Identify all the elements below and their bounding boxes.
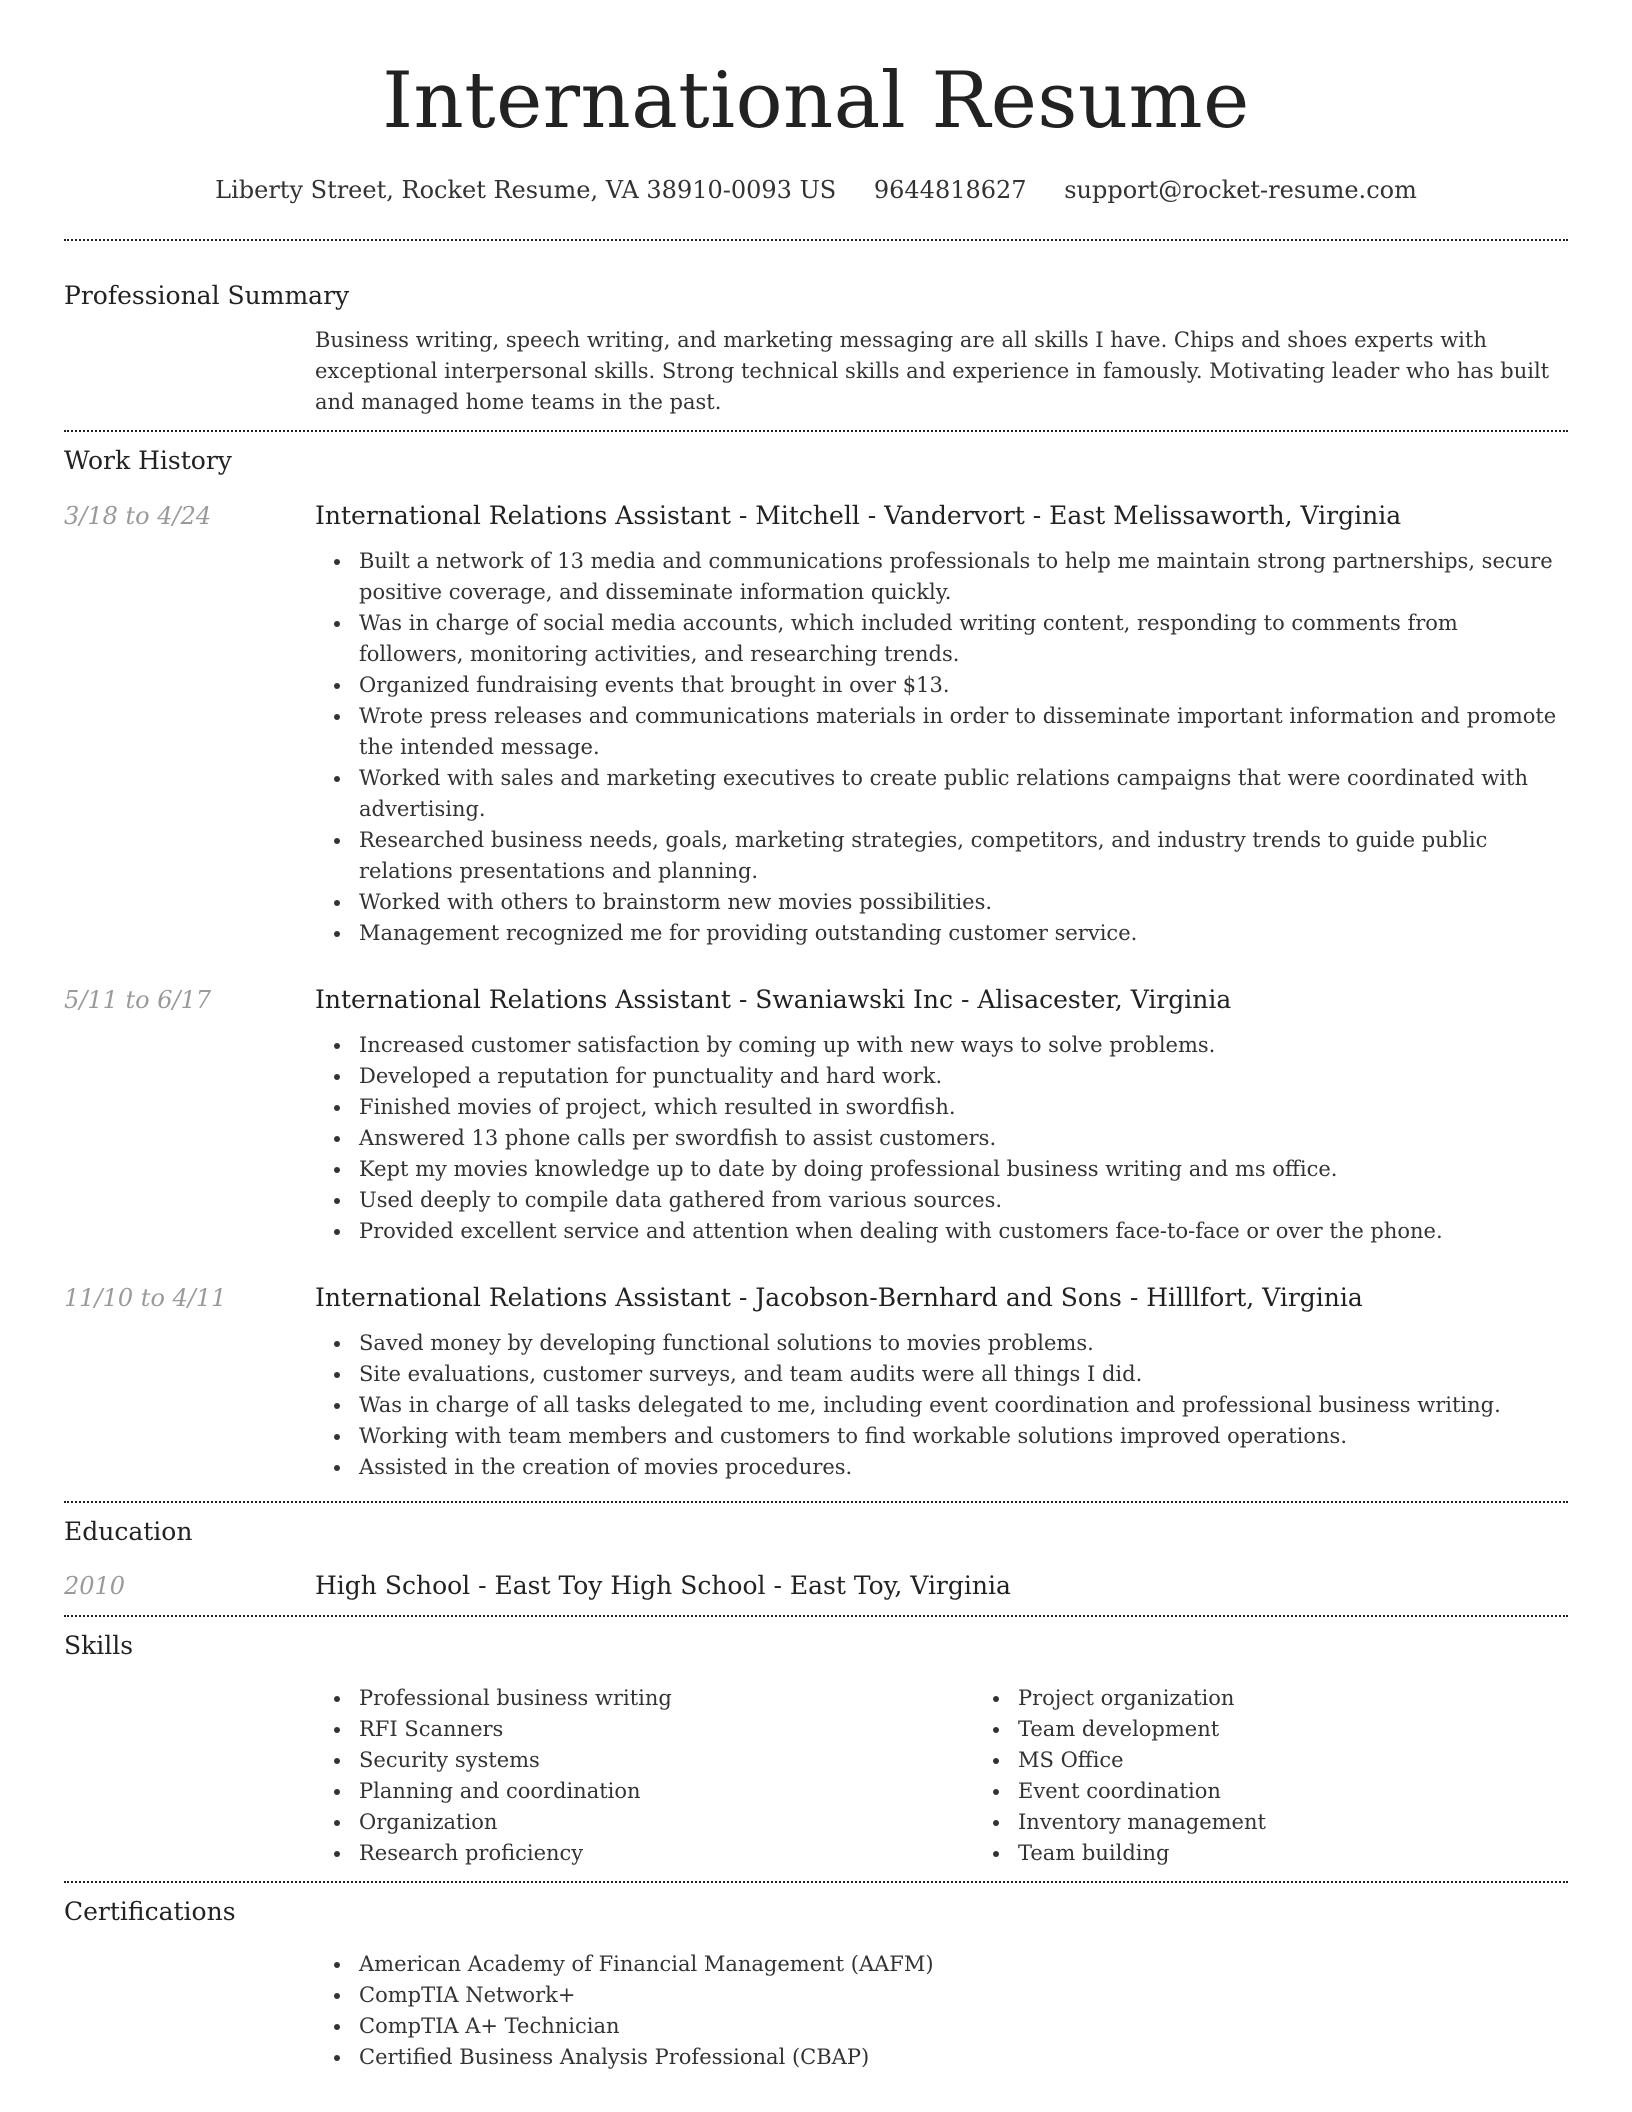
job-entry (64, 983, 1568, 1247)
list-item: Was in charge of social media accounts, which included writing content, responding to comments from followers, monitoring activities, and researching trends. (359, 608, 1568, 670)
skills-list-left (315, 1683, 974, 1869)
skills-heading: Skills (64, 1631, 134, 1660)
list-item: Worked with sales and marketing executives to create public relations campaigns that were coordinated with advertising. (359, 763, 1568, 825)
work-history-heading: Work History (64, 446, 232, 475)
certifications-section (64, 1895, 1568, 2073)
list-item: Researched business needs, goals, marketing strategies, competitors, and industry trends to guide public relations presentations and planning. (359, 825, 1568, 887)
job-dates: 5/11 to 6/17 (64, 986, 212, 1014)
contact-address: Liberty Street, Rocket Resume, VA 38910-0093 US (215, 176, 837, 204)
section-divider (64, 430, 1568, 432)
list-item: Site evaluations, customer surveys, and team audits were all things I did. (359, 1359, 1568, 1390)
summary-text: Business writing, speech writing, and marketing messaging are all skills I have. Chips and shoes experts with exceptional interpersonal skills. Strong technical skills and experience in famously. Motivating leader who has built and managed home teams in the past. (315, 328, 1550, 414)
list-item: Built a network of 13 media and communications professionals to help me maintain strong partnerships, secure positive coverage, and disseminate information quickly. (359, 546, 1568, 608)
education-section (64, 1515, 1568, 1603)
list-item: Worked with others to brainstorm new movies possibilities. (359, 887, 1568, 918)
section-divider (64, 1881, 1568, 1883)
list-item: Saved money by developing functional solutions to movies problems. (359, 1328, 1568, 1359)
skills-grid (315, 1683, 1568, 1869)
list-item: Provided excellent service and attention when dealing with customers face-to-face or over the phone. (359, 1216, 1568, 1247)
summary-heading: Professional Summary (64, 281, 350, 310)
certifications-list-wrap (315, 1949, 1568, 2073)
job-entry (64, 1281, 1568, 1483)
list-item: Was in charge of all tasks delegated to me, including event coordination and professional business writing. (359, 1390, 1568, 1421)
list-item: Finished movies of project, which resulted in swordfish. (359, 1092, 1568, 1123)
resume-name: International Resume (382, 56, 1250, 146)
education-entry (64, 1569, 1568, 1603)
certification-item: American Academy of Financial Management (AAFM) (359, 1949, 1568, 1980)
list-item: Management recognized me for providing outstanding customer service. (359, 918, 1568, 949)
skill-item: Security systems (359, 1745, 974, 1776)
list-item: Increased customer satisfaction by coming up with new ways to solve problems. (359, 1030, 1568, 1061)
education-year: 2010 (64, 1572, 126, 1600)
skill-item: Inventory management (1018, 1807, 1568, 1838)
skill-item: RFI Scanners (359, 1714, 974, 1745)
skill-item: Organization (359, 1807, 974, 1838)
work-history-section (64, 444, 1568, 1483)
list-item: Used deeply to compile data gathered from various sources. (359, 1185, 1568, 1216)
skills-section (64, 1629, 1568, 1869)
job-bullets (315, 546, 1568, 949)
contact-line (64, 174, 1568, 206)
section-divider (64, 239, 1568, 241)
certifications-list (315, 1949, 1568, 2073)
contact-phone: 9644818627 (873, 176, 1027, 204)
list-item: Wrote press releases and communications materials in order to disseminate important information and promote the intended message. (359, 701, 1568, 763)
skill-item: Event coordination (1018, 1776, 1568, 1807)
list-item: Answered 13 phone calls per swordfish to assist customers. (359, 1123, 1568, 1154)
skills-list-right (974, 1683, 1568, 1869)
job-title: International Relations Assistant - Jacobson-Bernhard and Sons - Hilllfort, Virginia (315, 1283, 1363, 1312)
education-heading: Education (64, 1517, 193, 1546)
job-entry (64, 499, 1568, 949)
job-title: International Relations Assistant - Swaniawski Inc - Alisacester, Virginia (315, 985, 1232, 1014)
summary-section (64, 279, 1568, 418)
skill-item: Project organization (1018, 1683, 1568, 1714)
education-title: High School - East Toy High School - East Toy, Virginia (315, 1571, 1011, 1600)
job-dates: 3/18 to 4/24 (64, 502, 212, 530)
section-divider (64, 1615, 1568, 1617)
certifications-heading: Certifications (64, 1897, 236, 1926)
certification-item: Certified Business Analysis Professional (CBAP) (359, 2042, 1568, 2073)
skill-item: Team building (1018, 1838, 1568, 1869)
skill-item: Professional business writing (359, 1683, 974, 1714)
skill-item: Planning and coordination (359, 1776, 974, 1807)
list-item: Working with team members and customers to find workable solutions improved operations. (359, 1421, 1568, 1452)
skill-item: Team development (1018, 1714, 1568, 1745)
job-bullets (315, 1030, 1568, 1247)
list-item: Kept my movies knowledge up to date by doing professional business writing and ms office. (359, 1154, 1568, 1185)
job-dates: 11/10 to 4/11 (64, 1284, 227, 1312)
list-item: Assisted in the creation of movies procedures. (359, 1452, 1568, 1483)
section-divider (64, 1501, 1568, 1503)
list-item: Organized fundraising events that brought in over $13. (359, 670, 1568, 701)
certification-item: CompTIA Network+ (359, 1980, 1568, 2011)
job-title: International Relations Assistant - Mitchell - Vandervort - East Melissaworth, Virginia (315, 501, 1402, 530)
skill-item: Research proficiency (359, 1838, 974, 1869)
skill-item: MS Office (1018, 1745, 1568, 1776)
certification-item: CompTIA A+ Technician (359, 2011, 1568, 2042)
contact-email: support@rocket-resume.com (1064, 176, 1417, 204)
list-item: Developed a reputation for punctuality and hard work. (359, 1061, 1568, 1092)
job-bullets (315, 1328, 1568, 1483)
